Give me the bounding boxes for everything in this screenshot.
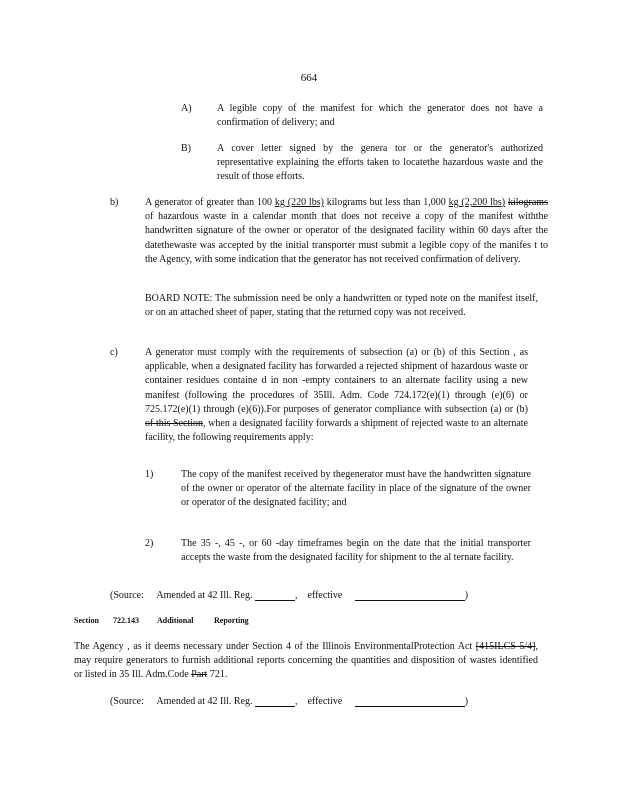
section-title-word: Reporting bbox=[214, 616, 249, 625]
item-a-label: A) bbox=[181, 103, 192, 114]
item-2-label: 2) bbox=[145, 538, 154, 549]
deleted-text: [415ILCS 5/4] bbox=[475, 641, 536, 652]
item-1-label: 1) bbox=[145, 469, 154, 480]
para-c-label: c) bbox=[110, 347, 118, 358]
deleted-text: kilograms bbox=[507, 197, 548, 208]
item-1-text: The copy of the manifest received by thegenerator must have the handwritten signature of the owner or operator of the alternate facility in place of the signature of the owner or operator of the designated facility; and bbox=[181, 469, 531, 509]
source-line: (Source: Amended at 42 Ill. Reg. , effective ) bbox=[110, 590, 469, 601]
section-title-word: Additional bbox=[157, 616, 194, 625]
page-number: 664 bbox=[300, 72, 318, 84]
section-number: 722.143 bbox=[113, 616, 139, 625]
deleted-text: of this Section bbox=[145, 418, 204, 430]
inserted-text: kg (2,200 lbs) bbox=[448, 197, 506, 208]
deleted-text: Part bbox=[191, 669, 208, 681]
board-note: BOARD NOTE: The submission need be only a handwritten or typed note on the manifest itself, or on an attached sheet of paper, stating that the returned copy was not received. bbox=[145, 293, 538, 319]
section-heading-label: Section bbox=[74, 616, 99, 625]
effective-date-blank bbox=[355, 695, 465, 707]
para-b-label: b) bbox=[110, 197, 119, 208]
reg-blank bbox=[255, 589, 295, 601]
para-c-text: A generator must comply with the requirements of subsection (a) or (b) of this Section , as applicable, when a designated facility has forwarded a rejected shipment of hazardous waste or container residues containe d in non -empty containers to an alternate facility using a new manifest (following the procedures of 35Ill. Adm. Code 724.172(e)(1) through (e)(6) or 725.172(e)(1) through (e)(6)).For purposes of generator compliance with subsection (a) or (b) of this Section, when a designated facility forwards a shipment of rejected waste to an alternate facility, the following requirements apply: bbox=[145, 347, 528, 444]
effective-date-blank bbox=[355, 589, 465, 601]
inserted-text: kg (220 lbs) bbox=[274, 197, 324, 208]
section-body: The Agency , as it deems necessary under Section 4 of the Illinois EnvironmentalProtection Act [415ILCS 5/4], may require generators to furnish additional reports concerning the quantities and disposition of wastes identified or listed in 35 Ill. Adm.Code Part 721. bbox=[74, 641, 538, 681]
para-b-text: A generator of greater than 100 kg (220 lbs) kilograms but less than 1,000 kg (2,200 lbs) kilograms of hazardous waste in a calendar month that does not receive a copy of the manifest withthe handwritten signature of the owner or operator of the designated facility within 60 days after the datethewaste was accepted by the initial transporter must submit a legible copy of the manifes t to the Agency, with some indication that the generator has not received confirmation of delivery. bbox=[145, 197, 548, 265]
item-b-label: B) bbox=[181, 143, 191, 154]
source-line: (Source: Amended at 42 Ill. Reg. , effective ) bbox=[110, 696, 469, 707]
item-b-text: A cover letter signed by the genera tor or the generator's authorized representative explaining the efforts taken to locatethe hazardous waste and the result of those efforts. bbox=[217, 143, 543, 183]
item-a-text: A legible copy of the manifest for which the generator does not have a confirmation of delivery; and bbox=[217, 103, 543, 129]
item-2-text: The 35 -, 45 -, or 60 -day timeframes begin on the date that the initial transporter accepts the waste from the designated facility for shipment to the al ternate facility. bbox=[181, 538, 531, 564]
reg-blank bbox=[255, 695, 295, 707]
